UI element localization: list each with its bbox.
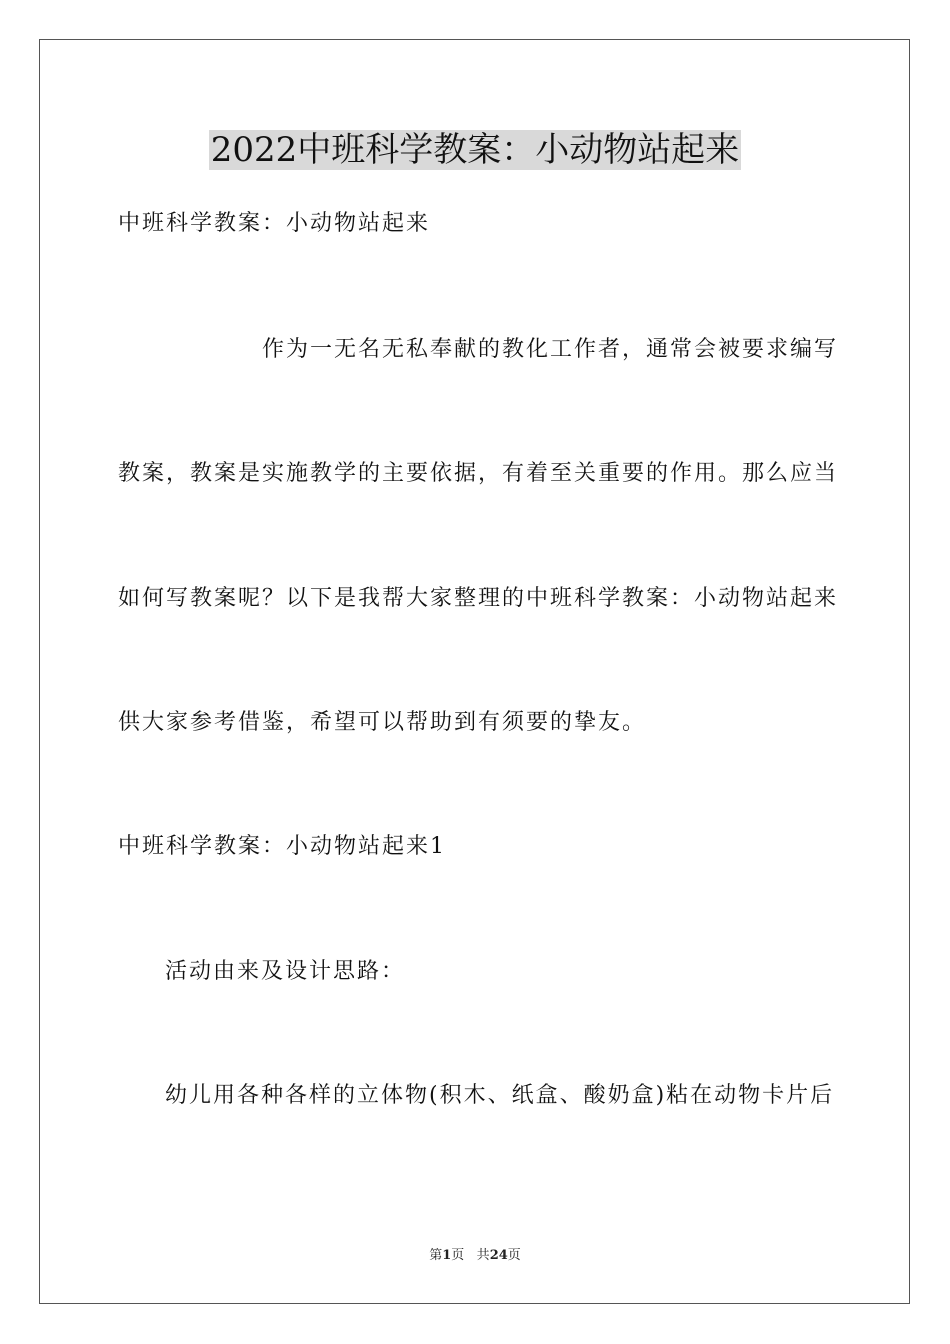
- sub-heading: 活动由来及设计思路：: [165, 959, 406, 984]
- footer-total-suffix: 页: [507, 1248, 521, 1263]
- page-footer: [0, 1247, 950, 1265]
- intro-line-3: 如何写教案呢？以下是我帮大家整理的中班科学教案：小动物站起来: [118, 586, 839, 611]
- intro-line-2: 教案，教案是实施教学的主要依据，有着至关重要的作用。那么应当: [118, 461, 839, 486]
- intro-line-1: 作为一无名无私奉献的教化工作者，通常会被要求编写: [262, 337, 839, 362]
- section-heading: 中班科学教案：小动物站起来1: [118, 834, 446, 859]
- footer-total-pages: 24: [489, 1248, 508, 1263]
- footer-page-number: 1: [442, 1248, 452, 1263]
- body-line: 幼儿用各种各样的立体物(积木、纸盒、酸奶盒)粘在动物卡片后: [165, 1083, 835, 1108]
- footer-page-prefix: 第: [429, 1248, 443, 1263]
- intro-line-4: 供大家参考借鉴，希望可以帮助到有须要的挚友。: [118, 710, 647, 735]
- footer-page-suffix: 页: [451, 1248, 465, 1263]
- document-title-text: 2022中班科学教案：小动物站起来: [210, 130, 740, 170]
- footer-total-prefix: 共: [476, 1248, 490, 1263]
- subtitle: 中班科学教案：小动物站起来: [118, 211, 431, 236]
- document-title: [0, 128, 950, 172]
